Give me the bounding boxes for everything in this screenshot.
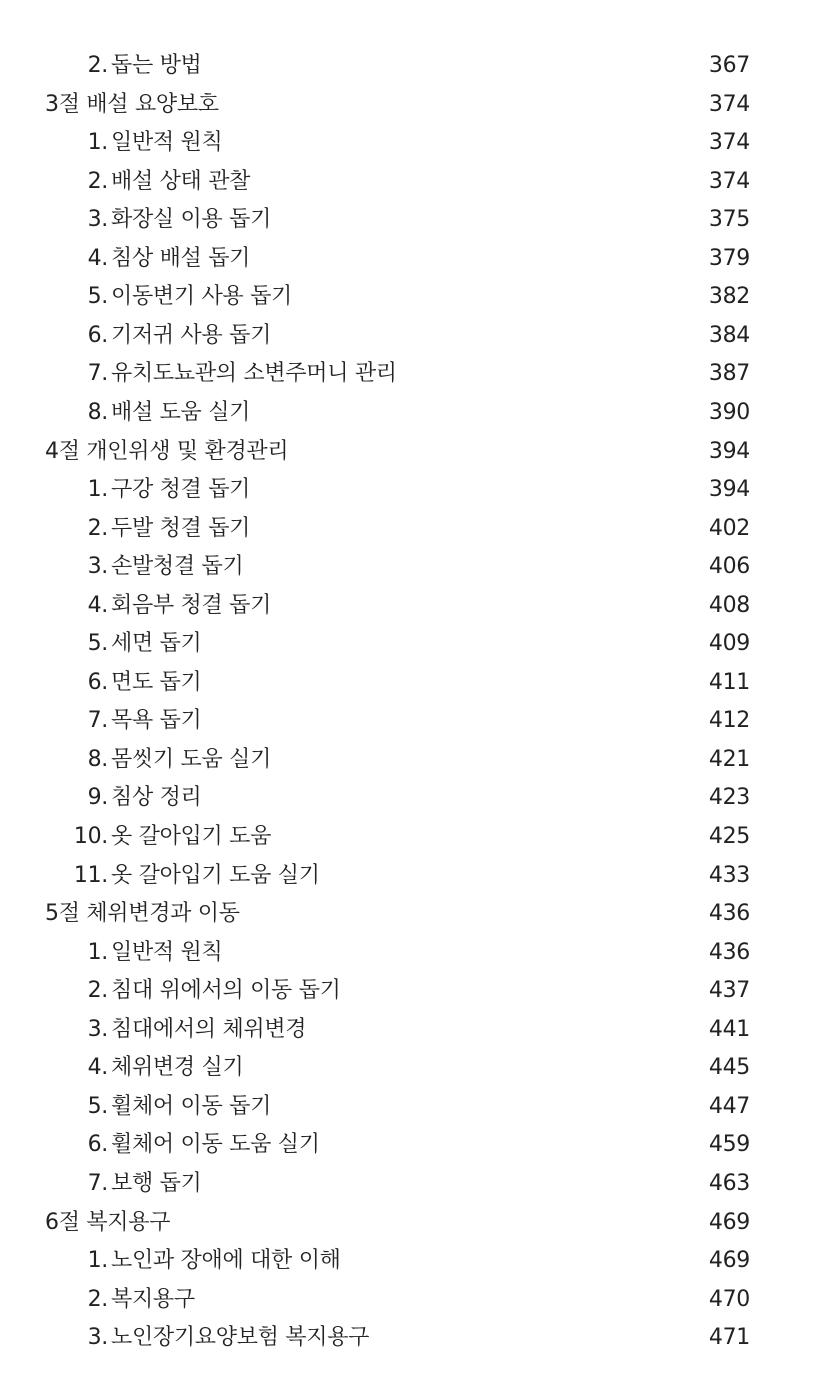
toc-entry [0, 741, 821, 779]
toc-page-number: 469 [708, 1248, 750, 1274]
toc-entry-number: 4. [87, 1055, 108, 1081]
toc-entry-number: 2. [87, 978, 108, 1004]
toc-entry-number: 11. [73, 862, 108, 888]
toc-entry [0, 1319, 821, 1357]
toc-section-title: 3절 배설 요양보호 [45, 91, 219, 117]
toc-page-number: 423 [708, 785, 750, 811]
toc-page-number: 367 [708, 53, 750, 78]
toc-page-number: 406 [708, 554, 750, 580]
toc-entry [0, 1088, 821, 1126]
toc-entry-number: 7. [87, 708, 108, 734]
toc-entry [0, 394, 821, 432]
toc-entry-title: 몸씻기 도움 실기 [111, 746, 272, 772]
toc-entry-title: 손발청결 돕기 [111, 554, 244, 580]
toc-page-number: 374 [708, 91, 750, 117]
toc-entry [0, 857, 821, 895]
toc-entry-title: 배설 도움 실기 [111, 399, 251, 425]
toc-entry-number: 3. [87, 207, 108, 233]
toc-entry [0, 664, 821, 702]
toc-entry-title: 옷 갈아입기 도움 [111, 824, 272, 849]
toc-entry [0, 548, 821, 586]
toc-entry-number: 8. [87, 746, 108, 772]
toc-page-number: 437 [708, 978, 750, 1004]
toc-entry-number: 6. [87, 1132, 108, 1158]
toc-entry [0, 1281, 821, 1319]
toc-entry [0, 1049, 821, 1087]
toc-section-title: 6절 복지용구 [45, 1209, 171, 1235]
toc-entry-number: 2. [87, 168, 108, 194]
toc-page-number: 390 [708, 399, 750, 425]
toc-entry-title: 돕는 방법 [111, 53, 202, 78]
toc-entry-title: 침대 위에서의 이동 돕기 [111, 978, 341, 1004]
toc-page-number: 394 [708, 438, 750, 464]
toc-entry-title: 면도 돕기 [111, 669, 202, 695]
toc-entry [0, 278, 821, 316]
toc-entry-title: 침상 정리 [111, 785, 202, 811]
toc-entry-title: 구강 청결 돕기 [111, 477, 251, 503]
toc-page-number: 421 [708, 746, 750, 772]
toc-entry-title: 두발 청결 돕기 [111, 515, 251, 541]
toc-section-entry [0, 86, 821, 124]
toc-entry [0, 201, 821, 239]
toc-entry-number: 3. [87, 554, 108, 580]
toc-entry-number: 5. [87, 1093, 108, 1119]
toc-entry-number: 5. [87, 284, 108, 310]
toc-entry-title: 노인과 장애에 대한 이해 [111, 1248, 341, 1274]
toc-entry [0, 510, 821, 548]
toc-entry-number: 5. [87, 631, 108, 657]
toc-entry [0, 124, 821, 162]
toc-entry [0, 818, 821, 856]
toc-entry-number: 9. [87, 785, 108, 811]
toc-page-number: 445 [708, 1055, 750, 1081]
toc-page-number: 436 [708, 901, 750, 927]
toc-entry-number: 4. [87, 592, 108, 618]
toc-section-title: 5절 체위변경과 이동 [45, 901, 240, 927]
toc-entry-number: 10. [73, 824, 108, 849]
toc-entry [0, 625, 821, 663]
toc-entry [0, 587, 821, 625]
toc-section-entry [0, 1204, 821, 1242]
toc-entry-title: 체위변경 실기 [111, 1055, 244, 1081]
toc-entry-title: 일반적 원칙 [111, 939, 223, 965]
toc-entry [0, 1126, 821, 1164]
toc-page-number: 471 [708, 1325, 750, 1351]
toc-entry-number: 2. [87, 515, 108, 541]
toc-page-number: 379 [708, 245, 750, 271]
toc-entry-title: 옷 갈아입기 도움 실기 [111, 862, 320, 888]
toc-entry-title: 휠체어 이동 돕기 [111, 1093, 272, 1119]
toc-entry-title: 세면 돕기 [111, 631, 202, 657]
toc-entry-title: 노인장기요양보험 복지용구 [111, 1325, 370, 1351]
toc-entry-number: 1. [87, 477, 108, 503]
toc-page-number: 408 [708, 592, 750, 618]
toc-entry [0, 702, 821, 740]
toc-entry-title: 목욕 돕기 [111, 708, 202, 734]
toc-page-number: 374 [708, 130, 750, 156]
toc-page-number: 375 [708, 207, 750, 233]
toc-entry-title: 침대에서의 체위변경 [111, 1016, 307, 1042]
toc-page-number: 412 [708, 708, 750, 734]
toc-entry [0, 972, 821, 1010]
toc-page-number: 411 [708, 669, 750, 695]
toc-page-number: 394 [708, 477, 750, 503]
toc-entry [0, 471, 821, 509]
toc-entry-number: 7. [87, 1170, 108, 1196]
toc-entry-title: 보행 돕기 [111, 1170, 202, 1196]
toc-page-number: 470 [708, 1286, 750, 1312]
toc-entry-number: 2. [87, 53, 108, 78]
toc-entry-number: 4. [87, 245, 108, 271]
toc-page-number: 374 [708, 168, 750, 194]
toc-entry-number: 6. [87, 322, 108, 348]
toc-page-number: 447 [708, 1093, 750, 1119]
toc-page-number: 425 [708, 824, 750, 849]
toc-page-number: 384 [708, 322, 750, 348]
toc-entry [0, 355, 821, 393]
toc-entry [0, 1011, 821, 1049]
toc-entry-title: 기저귀 사용 돕기 [111, 322, 272, 348]
toc-entry-number: 7. [87, 361, 108, 387]
toc-entry-title: 회음부 청결 돕기 [111, 592, 272, 618]
toc-entry [0, 779, 821, 817]
toc-entry [0, 47, 821, 85]
toc-page-number: 409 [708, 631, 750, 657]
toc-page-number: 387 [708, 361, 750, 387]
toc-entry-number: 3. [87, 1325, 108, 1351]
toc-page-number: 459 [708, 1132, 750, 1158]
toc-entry-title: 배설 상태 관찰 [111, 168, 251, 194]
toc-entry-title: 일반적 원칙 [111, 130, 223, 156]
toc-page-number: 441 [708, 1016, 750, 1042]
toc-section-title: 4절 개인위생 및 환경관리 [45, 438, 289, 464]
toc-entry-title: 이동변기 사용 돕기 [111, 284, 293, 310]
toc-entry-title: 유치도뇨관의 소변주머니 관리 [111, 361, 397, 387]
toc-entry-number: 2. [87, 1286, 108, 1312]
toc-page-number: 433 [708, 862, 750, 888]
toc-section-entry [0, 433, 821, 471]
toc-entry [0, 934, 821, 972]
toc-entry-number: 8. [87, 399, 108, 425]
toc-page-number: 463 [708, 1170, 750, 1196]
toc-entry-title: 휠체어 이동 도움 실기 [111, 1132, 320, 1158]
toc-entry-number: 1. [87, 939, 108, 965]
toc-entry-title: 화장실 이용 돕기 [111, 207, 272, 233]
toc-entry [0, 1165, 821, 1203]
toc-entry-title: 복지용구 [111, 1286, 195, 1312]
toc-page-number: 402 [708, 515, 750, 541]
toc-entry [0, 240, 821, 278]
toc-entry [0, 163, 821, 201]
toc-entry-number: 1. [87, 1248, 108, 1274]
toc-entry [0, 1242, 821, 1280]
toc-page-number: 469 [708, 1209, 750, 1235]
toc-entry [0, 317, 821, 355]
toc-entry-number: 3. [87, 1016, 108, 1042]
toc-section-entry [0, 895, 821, 933]
toc-page-number: 382 [708, 284, 750, 310]
toc-entry-number: 1. [87, 130, 108, 156]
toc-page-number: 436 [708, 939, 750, 965]
toc-entry-number: 6. [87, 669, 108, 695]
toc-entry-title: 침상 배설 돕기 [111, 245, 251, 271]
